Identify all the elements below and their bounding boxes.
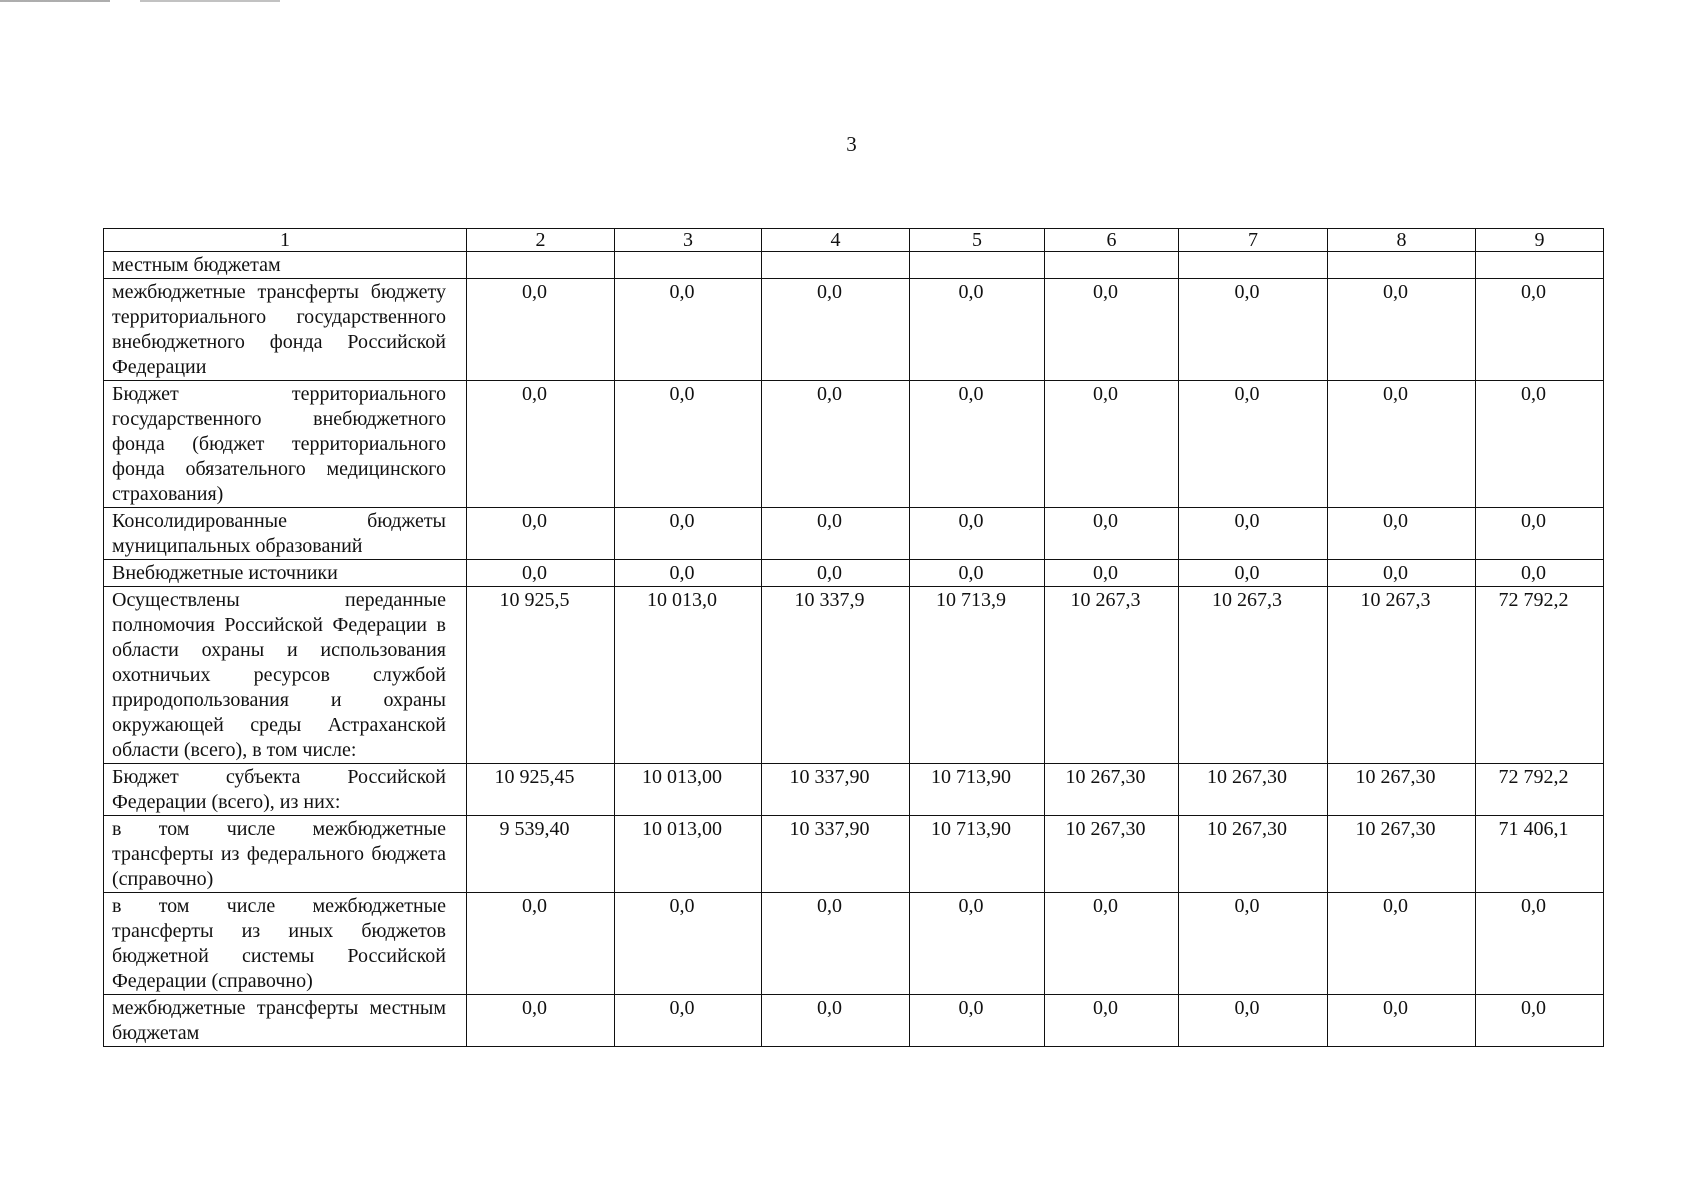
table-cell: 10 267,30	[1179, 816, 1328, 893]
table-cell: 0,0	[762, 893, 910, 995]
table-cell	[1328, 252, 1476, 279]
table-cell: 0,0	[1179, 995, 1328, 1047]
table-cell: 0,0	[615, 995, 762, 1047]
column-header: 9	[1476, 229, 1604, 252]
table-cell: 0,0	[1328, 995, 1476, 1047]
table-cell: 0,0	[615, 381, 762, 508]
table-row	[104, 587, 1604, 764]
table-cell: 0,0	[1179, 508, 1328, 560]
table-cell: 0,0	[1476, 893, 1604, 995]
row-label: Осуществлены переданные полномочия Российской Федерации в области охраны и использования охотничьих ресурсов службой природопользования и охраны окружающей среды Астраханской области (всего), в том числе:	[104, 587, 467, 764]
table-cell: 10 267,3	[1328, 587, 1476, 764]
table-cell: 10 013,00	[615, 764, 762, 816]
table-cell: 0,0	[762, 381, 910, 508]
table-cell: 9 539,40	[467, 816, 615, 893]
table-cell: 0,0	[467, 893, 615, 995]
table-cell: 10 267,3	[1045, 587, 1179, 764]
table-cell: 72 792,2	[1476, 587, 1604, 764]
table-cell: 0,0	[762, 560, 910, 587]
table-row	[104, 764, 1604, 816]
table-cell	[1045, 252, 1179, 279]
table-cell: 0,0	[762, 995, 910, 1047]
table-cell: 10 267,3	[1179, 587, 1328, 764]
row-label: Бюджет субъекта Российской Федерации (всего), из них:	[104, 764, 467, 816]
row-label: Бюджет территориального государственного внебюджетного фонда (бюджет территориального фонда обязательного медицинского страхования)	[104, 381, 467, 508]
table-cell	[1179, 252, 1328, 279]
table-cell: 10 713,90	[910, 764, 1045, 816]
table-cell: 0,0	[1328, 508, 1476, 560]
row-label: местным бюджетам	[104, 252, 467, 279]
row-label: межбюджетные трансферты местным бюджетам	[104, 995, 467, 1047]
table-cell: 0,0	[1179, 381, 1328, 508]
table-cell: 10 337,90	[762, 764, 910, 816]
table-cell: 0,0	[1476, 995, 1604, 1047]
table-cell: 0,0	[615, 560, 762, 587]
table-row	[104, 381, 1604, 508]
table-row	[104, 279, 1604, 381]
table-cell: 0,0	[615, 893, 762, 995]
table-cell: 0,0	[910, 560, 1045, 587]
table-cell: 0,0	[910, 995, 1045, 1047]
table-cell: 0,0	[1045, 381, 1179, 508]
table-cell: 0,0	[1476, 381, 1604, 508]
table-cell	[910, 252, 1045, 279]
table-row	[104, 560, 1604, 587]
table-cell: 10 267,30	[1179, 764, 1328, 816]
row-label: Внебюджетные источники	[104, 560, 467, 587]
table-cell: 10 013,00	[615, 816, 762, 893]
table-cell: 10 267,30	[1045, 816, 1179, 893]
table-cell: 0,0	[615, 279, 762, 381]
row-label: в том числе межбюджетные трансферты из федерального бюджета (справочно)	[104, 816, 467, 893]
table-cell	[615, 252, 762, 279]
table-cell: 0,0	[1476, 508, 1604, 560]
table-header-row	[104, 229, 1604, 252]
table-cell	[762, 252, 910, 279]
table-cell: 0,0	[467, 560, 615, 587]
row-label: межбюджетные трансферты бюджету территориального государственного внебюджетного фонда Российской Федерации	[104, 279, 467, 381]
table-cell	[1476, 252, 1604, 279]
column-header: 3	[615, 229, 762, 252]
table-cell: 0,0	[1476, 560, 1604, 587]
table-cell: 0,0	[1328, 381, 1476, 508]
table-cell: 0,0	[467, 508, 615, 560]
table-cell: 0,0	[1045, 508, 1179, 560]
page-number: 3	[846, 132, 857, 156]
budget-table	[103, 228, 1604, 1047]
column-header: 6	[1045, 229, 1179, 252]
column-header: 2	[467, 229, 615, 252]
table-cell: 0,0	[1045, 893, 1179, 995]
table-cell: 0,0	[467, 381, 615, 508]
table-cell: 10 267,30	[1328, 816, 1476, 893]
table-cell: 0,0	[467, 279, 615, 381]
table-cell: 10 713,9	[910, 587, 1045, 764]
budget-table-container	[103, 228, 1603, 1047]
table-cell: 10 337,90	[762, 816, 910, 893]
table-cell: 0,0	[1045, 560, 1179, 587]
scan-edge-mark	[0, 0, 280, 2]
table-cell: 0,0	[1328, 893, 1476, 995]
table-cell	[467, 252, 615, 279]
column-header: 8	[1328, 229, 1476, 252]
table-cell: 0,0	[910, 279, 1045, 381]
table-cell: 10 013,0	[615, 587, 762, 764]
table-cell: 0,0	[1179, 279, 1328, 381]
table-cell: 0,0	[910, 381, 1045, 508]
table-cell: 0,0	[762, 508, 910, 560]
table-cell: 10 925,5	[467, 587, 615, 764]
table-cell: 0,0	[467, 995, 615, 1047]
column-header: 7	[1179, 229, 1328, 252]
table-cell: 0,0	[910, 893, 1045, 995]
table-cell: 10 713,90	[910, 816, 1045, 893]
column-header: 5	[910, 229, 1045, 252]
table-row	[104, 893, 1604, 995]
table-cell: 10 337,9	[762, 587, 910, 764]
table-row	[104, 995, 1604, 1047]
table-cell: 10 925,45	[467, 764, 615, 816]
table-cell: 0,0	[1179, 893, 1328, 995]
column-header: 4	[762, 229, 910, 252]
table-cell: 10 267,30	[1045, 764, 1179, 816]
table-cell: 10 267,30	[1328, 764, 1476, 816]
table-cell: 0,0	[615, 508, 762, 560]
table-cell: 0,0	[762, 279, 910, 381]
row-label: Консолидированные бюджеты муниципальных образований	[104, 508, 467, 560]
table-cell: 0,0	[1476, 279, 1604, 381]
table-cell: 0,0	[1179, 560, 1328, 587]
column-header: 1	[104, 229, 467, 252]
row-label: в том числе межбюджетные трансферты из иных бюджетов бюджетной системы Российской Федерации (справочно)	[104, 893, 467, 995]
table-row	[104, 508, 1604, 560]
table-cell: 72 792,2	[1476, 764, 1604, 816]
table-body	[104, 229, 1604, 1047]
table-row	[104, 816, 1604, 893]
table-cell: 0,0	[1328, 279, 1476, 381]
table-cell: 0,0	[1045, 995, 1179, 1047]
table-row	[104, 252, 1604, 279]
table-cell: 0,0	[1045, 279, 1179, 381]
table-cell: 0,0	[1328, 560, 1476, 587]
table-cell: 0,0	[910, 508, 1045, 560]
table-cell: 71 406,1	[1476, 816, 1604, 893]
